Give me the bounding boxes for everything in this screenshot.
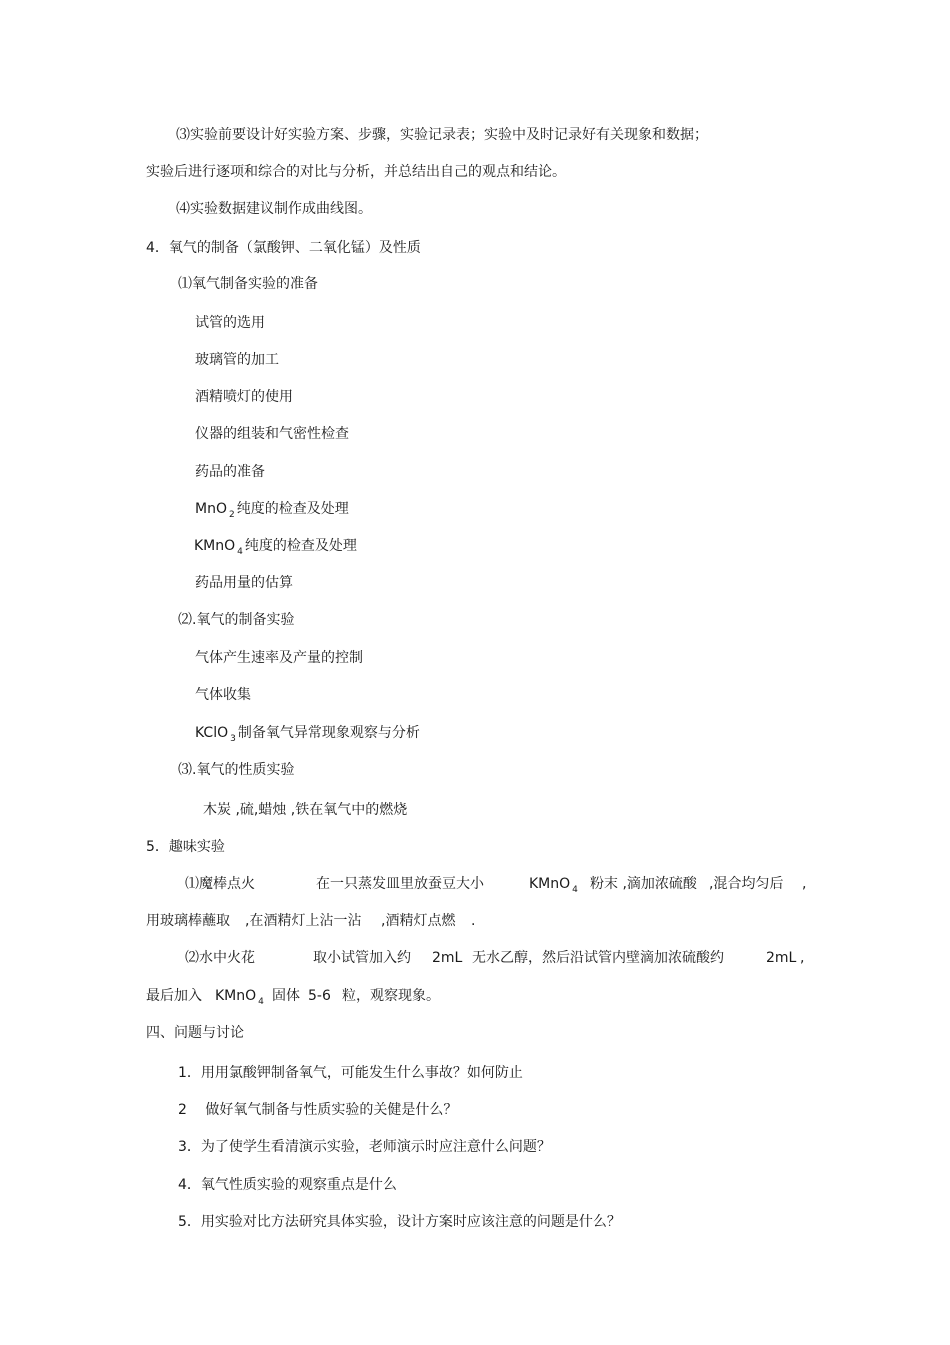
prep-item-reagents: 药品的准备 [195, 464, 265, 480]
exp2-text-a: 取小试管加入约 [313, 950, 411, 966]
exp1-line2-a: 用玻璃棒蘸取 [146, 913, 230, 929]
exp1-text-b: 粉末 ,滴加浓硫酸 [590, 876, 697, 892]
exp2-formula: KMnO $_4$ [215, 988, 264, 1007]
question-1: 1．用用氯酸钾制备氧气，可能发生什么事故？如何防止 [178, 1065, 523, 1081]
props-burn: 木炭 ,硫,蜡烛 ,铁在氧气中的燃烧 [203, 802, 408, 818]
exp2-text-c: , [800, 950, 805, 966]
exp2-line-1 [0, 949, 950, 967]
kmno4-subscript: 4 [237, 547, 243, 557]
discussion-heading: 四、问题与讨论 [146, 1025, 244, 1041]
prep-title: ⑴氧气制备实验的准备 [178, 276, 318, 292]
mno2-formula: MnO [195, 501, 227, 517]
paragraph-3-line-1: ⑶实验前要设计好实验方案、步骤，实验记录表；实验中及时记录好有关现象和数据； [176, 127, 708, 143]
section-4-heading: 4．氧气的制备（氯酸钾、二氧化锰）及性质 [146, 240, 421, 256]
exp1-text-c: ,混合均匀后 [709, 876, 784, 892]
question-3: 3．为了使学生看清演示实验，老师演示时应注意什么问题？ [178, 1139, 551, 1155]
props-title: ⑶.氧气的性质实验 [178, 762, 295, 778]
question-4: 4．氧气性质实验的观察重点是什么 [178, 1177, 397, 1193]
exp2-line-2 [0, 987, 950, 1005]
exp2-text-b: 无水乙醇，然后沿试管内壁滴加浓硫酸约 [472, 950, 724, 966]
exp2-amount-1: 2mL [432, 950, 463, 966]
making-rate: 气体产生速率及产量的控制 [195, 650, 363, 666]
exp2-line2-a: 最后加入 [146, 988, 202, 1004]
making-title: ⑵.氧气的制备实验 [178, 612, 295, 628]
kmno4-text: 纯度的检查及处理 [244, 538, 357, 554]
mno2-text: 纯度的检查及处理 [236, 501, 349, 517]
prep-item-tube: 试管的选用 [195, 315, 265, 331]
making-kclo3 [195, 724, 420, 742]
question-5: 5．用实验对比方法研究具体实验，设计方案时应该注意的问题是什么？ [178, 1214, 621, 1230]
exp2-amount-2: 2mL [766, 950, 797, 966]
kclo3-text: 制备氧气异常现象观察与分析 [237, 725, 420, 741]
prep-item-lamp: 酒精喷灯的使用 [195, 389, 293, 405]
section-5-heading: 5．趣味实验 [146, 839, 225, 855]
exp2-line2-b: 固体 [272, 988, 300, 1004]
prep-item-kmno4 [194, 537, 357, 555]
exp1-line2-b: ,在酒精灯上沾一沾 [245, 913, 362, 929]
exp1-name: ⑴魔棒点火 [185, 876, 255, 892]
making-collect: 气体收集 [195, 687, 251, 703]
exp2-line2-c: 粒，观察现象。 [342, 988, 440, 1004]
exp1-line-1 [0, 875, 950, 893]
prep-item-dosage: 药品用量的估算 [195, 575, 293, 591]
paragraph-3-line-2: 实验后进行逐项和综合的对比与分析，并总结出自己的观点和结论。 [146, 164, 566, 180]
exp1-text-a: 在一只蒸发皿里放蚕豆大小 [316, 876, 484, 892]
exp1-line2-c: ,酒精灯点燃 [381, 913, 456, 929]
kmno4-formula: KMnO [194, 538, 236, 554]
kclo3-formula: KClO [195, 725, 229, 741]
question-2: 2 做好氧气制备与性质实验的关健是什么？ [178, 1102, 458, 1118]
paragraph-4: ⑷实验数据建议制作成曲线图。 [176, 201, 372, 217]
kclo3-subscript: 3 [230, 734, 236, 744]
mno2-subscript: 2 [228, 510, 235, 520]
prep-item-assembly: 仪器的组装和气密性检查 [195, 426, 349, 442]
exp1-line-2 [0, 912, 950, 930]
exp2-count: 5-6 [308, 988, 331, 1004]
exp1-text-d: , [802, 876, 807, 892]
prep-item-mno2 [195, 500, 349, 518]
prep-item-glass: 玻璃管的加工 [195, 352, 279, 368]
exp2-name: ⑵水中火花 [185, 950, 255, 966]
exp1-formula: KMnO $_4$ [529, 876, 578, 895]
exp1-line2-d: . [471, 913, 476, 929]
